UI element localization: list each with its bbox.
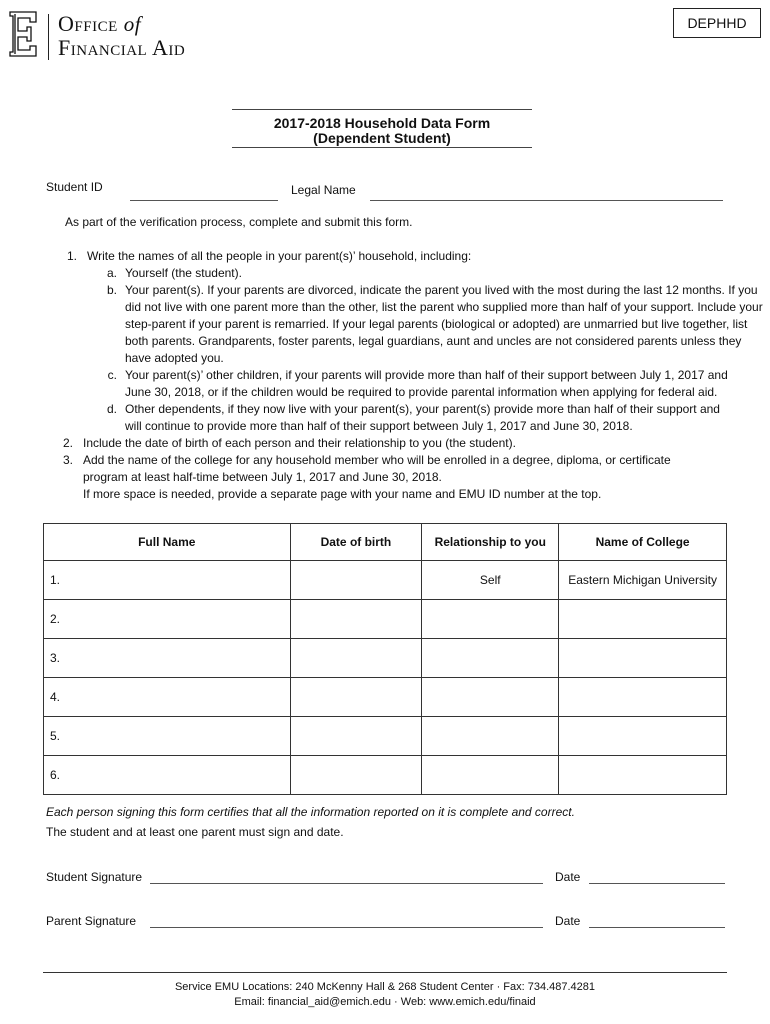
student-date-label: Date (555, 870, 581, 884)
col-header-date-of-birth: Date of birth (290, 524, 422, 561)
footer (0, 980, 770, 1010)
student-id-label: Student ID (46, 180, 103, 194)
list-item: 2. Include the date of birth of each person and their relationship to you (the student). (62, 436, 516, 450)
full-name-cell[interactable]: 4. (44, 678, 291, 717)
college-cell[interactable] (559, 678, 727, 717)
household-table (43, 523, 727, 795)
full-name-cell[interactable]: 6. (44, 756, 291, 795)
college-cell[interactable] (559, 717, 727, 756)
relationship-cell[interactable] (422, 639, 559, 678)
relationship-cell[interactable] (422, 756, 559, 795)
form-title-line1: 2017-2018 Household Data Form (273, 115, 491, 131)
student-date-field[interactable] (589, 883, 725, 884)
student-id-field[interactable] (130, 200, 278, 201)
col-header-relationship: Relationship to you (422, 524, 559, 561)
logo-divider (48, 14, 49, 60)
table-row (44, 756, 727, 795)
student-signature-field[interactable] (150, 883, 543, 884)
parent-date-field[interactable] (589, 927, 725, 928)
table-row (44, 639, 727, 678)
footer-divider (43, 972, 727, 973)
parent-signature-field[interactable] (150, 927, 543, 928)
list-item: 3. Add the name of the college for any household member who will be enrolled in a degree, diploma, or certificate program at least half-time between July 1, 2017 and June 30, 2018. If more space is needed, provide a separate page with your name and EMU ID number at the top. (62, 453, 671, 501)
full-name-cell[interactable]: 3. (44, 639, 291, 678)
list-item: a. Yourself (the student). (106, 266, 242, 280)
intro-text: As part of the verification process, complete and submit this form. (65, 215, 413, 229)
list-item: b. Your parent(s). If your parents are divorced, indicate the parent you lived with the most during the last 12 months. If you did not live with one parent more than the other, list the parent who supplied more than half of your support. Include your step-parent if your parent is remarried. If your legal parents (biological or adopted) are unmarried but live together, list both parents. Grandparents, foster parents, legal guardians, aunt and uncles are not considered parents unless they have adopted you. (106, 283, 763, 365)
table-row (44, 600, 727, 639)
certification-statement: Each person signing this form certifies that all the information reported on it is complete and correct. (46, 805, 575, 819)
college-cell[interactable] (559, 756, 727, 795)
emu-logo-icon (8, 10, 38, 58)
logo-title-line2: Financial Aid (58, 35, 186, 60)
dob-cell[interactable] (290, 600, 422, 639)
logo-title-line1: Office of (58, 11, 142, 36)
list-item: 1. Write the names of all the people in your parent(s)’ household, including: (66, 249, 472, 263)
relationship-cell[interactable] (422, 600, 559, 639)
relationship-cell[interactable] (422, 678, 559, 717)
college-cell[interactable] (559, 639, 727, 678)
list-item: d. Other dependents, if they now live with your parent(s), your parent(s) provide more than half of their support and will continue to provide more than half of their support between July 1, 2017 and June 30, 2018. (106, 402, 720, 433)
table-header-row (44, 524, 727, 561)
dob-cell[interactable] (290, 678, 422, 717)
legal-name-field[interactable] (370, 200, 723, 201)
full-name-cell[interactable]: 2. (44, 600, 291, 639)
list-item: c. Your parent(s)’ other children, if your parents will provide more than half of their support between July 1, 2017 and June 30, 2018, or if the children would be required to provide parental information when applying for federal aid. (107, 368, 728, 399)
parent-date-label: Date (555, 914, 581, 928)
form-code-box: DEPHHD (673, 8, 761, 38)
table-row (44, 717, 727, 756)
parent-signature-label: Parent Signature (46, 914, 137, 928)
full-name-cell[interactable]: 5. (44, 717, 291, 756)
instructions-list (55, 248, 765, 503)
footer-locations: Service EMU Locations: 240 McKenny Hall & 268 Student Center · Fax: 734.487.4281 (174, 981, 596, 993)
college-cell[interactable]: Eastern Michigan University (559, 561, 727, 600)
dob-cell[interactable] (290, 639, 422, 678)
student-signature-label: Student Signature (46, 870, 143, 884)
table-row (44, 561, 727, 600)
form-title-line2: (Dependent Student) (313, 130, 451, 146)
footer-contact: Email: financial_aid@emich.edu · Web: www.emich.edu/finaid (234, 996, 536, 1008)
dob-cell[interactable] (290, 561, 422, 600)
dob-cell[interactable] (290, 717, 422, 756)
col-header-college: Name of College (559, 524, 727, 561)
relationship-cell[interactable] (422, 717, 559, 756)
full-name-cell[interactable]: 1. (44, 561, 291, 600)
form-title (232, 109, 532, 148)
dob-cell[interactable] (290, 756, 422, 795)
col-header-full-name: Full Name (44, 524, 291, 561)
table-row (44, 678, 727, 717)
signing-requirement: The student and at least one parent must sign and date. (46, 825, 344, 839)
college-cell[interactable] (559, 600, 727, 639)
relationship-cell[interactable]: Self (422, 561, 559, 600)
legal-name-label: Legal Name (291, 183, 356, 197)
